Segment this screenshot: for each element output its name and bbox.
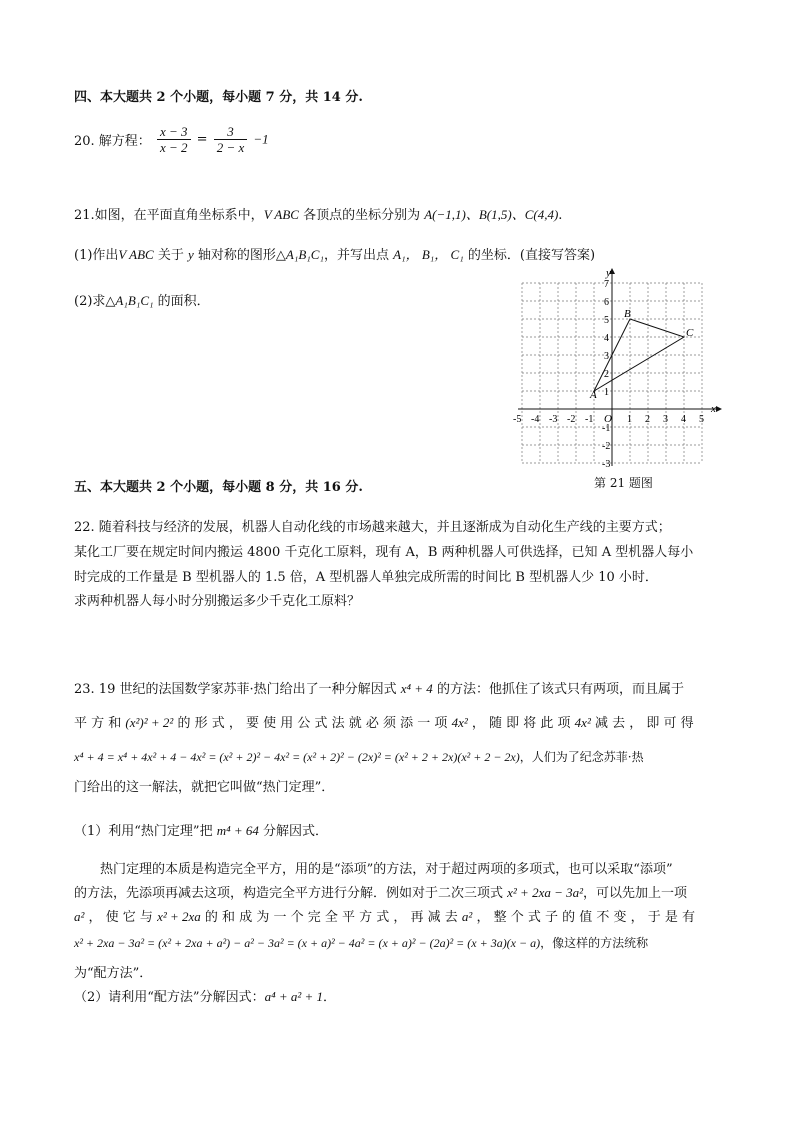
- q22-line-3: 时完成的工作量是 B 型机器人的 1.5 倍，A 型机器人单独完成所需的时间比 B 型机器人少 10 小时．: [74, 570, 658, 585]
- question-21-part-1: [74, 244, 595, 263]
- q23-part1-expr: m⁴ + 64: [216, 823, 259, 838]
- q23-line-2: [74, 712, 694, 731]
- q23-para4-expr: x² + 2xa − 3a² = (x² + 2xa + a²) − a² − 3a² = (x + a)² − 4a² = (x + a)² − (2a)² = (x + 3a)(x − a): [74, 936, 541, 950]
- q23-line2-term-2: 4x²: [574, 715, 591, 730]
- x-tick-label: 3: [663, 414, 668, 425]
- y-tick-label: -3: [602, 459, 611, 470]
- y-tick-labels: [602, 279, 610, 470]
- vertex-label-a: A: [590, 389, 597, 401]
- q23-para3-text: ， 使 它 与: [84, 910, 158, 925]
- section-4-heading: 四、本大题共 2 个小题，每小题 7 分，共 14 分.: [74, 90, 363, 105]
- x-tick-label: 1: [627, 414, 632, 425]
- q21-part1-text: (1)作出: [74, 248, 119, 263]
- q22-line-4: 求两种机器人每小时分别搬运多少千克化工原料？: [74, 594, 361, 609]
- q23-part2-text-2: ．: [323, 990, 337, 1005]
- q23-line2-text: 平 方 和: [74, 716, 126, 731]
- y-tick-label: 3: [604, 351, 609, 362]
- q20-rhs-denominator: 2 − x: [216, 140, 245, 155]
- q21-triangle: V ABC: [263, 207, 299, 222]
- q21-part1-text-5: 的坐标．(直接写答案): [463, 248, 596, 263]
- x-tick-label: 4: [681, 414, 686, 425]
- question-21-part-2: [74, 290, 210, 309]
- q21-part1-text-4: ，并写出点: [324, 248, 394, 263]
- x-tick-label: 2: [645, 414, 650, 425]
- q23-para3-term: a²: [74, 909, 85, 924]
- question-21-stem: [74, 204, 562, 223]
- q21-part2-symbol: △A₁B₁C₁: [105, 293, 154, 308]
- q23-line-1: [74, 678, 684, 697]
- q22-line-2: 某化工厂要在规定时间内搬运 4800 千克化工原料，现有 A，B 两种机器人可供选择，已知 A 型机器人每小: [74, 545, 694, 560]
- q23-part-2: [74, 986, 336, 1005]
- q23-line1-text-2: 的方法：他抓住了该式只有两项，而且属于: [432, 682, 684, 697]
- y-tick-label: 6: [604, 297, 609, 308]
- q23-para4-text: ，像这样的方法统称: [540, 936, 649, 950]
- x-axis-arrow: [716, 406, 722, 412]
- q20-rhs-fraction: [214, 124, 248, 155]
- q21-part1-text-2: 关于: [153, 248, 188, 263]
- q23-para-3: [74, 906, 695, 925]
- y-tick-label: -2: [602, 441, 611, 452]
- y-tick-label: -1: [602, 423, 611, 434]
- q21-part1-symbol: △A₁B₁C₁: [275, 247, 324, 262]
- q23-line2-expr: (x²)² + 2²: [125, 715, 174, 730]
- q23-para3-text-3: ， 整 个 式 子 的 值 不 变 ， 于 是 有: [472, 910, 696, 925]
- q23-para2-text: 的方法，先添项再减去这项，构造完全平方进行分解．例如对于二次三项式: [74, 886, 508, 901]
- q23-para3-term-2: a²: [461, 909, 473, 924]
- q23-line2-term: 4x²: [451, 715, 468, 730]
- q23-para-2: [74, 882, 687, 901]
- q20-lhs-fraction: [157, 124, 191, 155]
- x-tick-label: 5: [699, 414, 704, 425]
- axis-label-y: y: [606, 267, 611, 279]
- q23-para3-text-2: 的 和 成 为 一 个 完 全 平 方 式 ， 再 减 去: [200, 910, 462, 925]
- q20-lhs-numerator: x − 3: [157, 124, 191, 140]
- q23-line-3: [74, 748, 644, 765]
- x-tick-label: -5: [513, 414, 522, 425]
- q23-para2-text-2: ，可以先加上一项: [583, 886, 688, 901]
- q23-line3-text: ，人们为了纪念苏菲·热: [519, 750, 644, 764]
- x-tick-label: -2: [567, 414, 576, 425]
- q23-part2-text: （2）请利用“配方法”分解因式：: [74, 990, 265, 1005]
- q20-lhs-denominator: x − 2: [159, 140, 188, 155]
- q21-part2-text: (2)求: [74, 294, 106, 309]
- q23-part1-text: （1）利用“热门定理”把: [74, 824, 217, 839]
- q22-line-1: 22. 随着科技与经济的发展，机器人自动化线的市场越来越大，并且逐渐成为自动化生产线的主要方式；: [74, 520, 671, 535]
- q21-part2-text-2: 的面积．: [153, 294, 210, 309]
- q23-line3-expr: x⁴ + 4 = x⁴ + 4x² + 4 − 4x² = (x² + 2)² − 4x² = (x² + 2)² − (2x)² = (x² + 2 + 2x)(x² + 2 − 2x): [74, 750, 520, 764]
- q20-rhs-numerator: 3: [214, 124, 248, 140]
- q23-line2-text-2: 的 形 式 ， 要 使 用 公 式 法 就 必 须 添 一 项: [173, 716, 452, 731]
- q20-prefix: 20. 解方程：: [74, 134, 151, 149]
- y-tick-label: 1: [604, 387, 609, 398]
- q21-part1-text-3: 轴对称的图形: [193, 248, 276, 263]
- q23-part1-text-2: 分解因式．: [258, 824, 329, 839]
- q23-line1-expr: x⁴ + 4: [400, 681, 433, 696]
- question-20: 20. 解方程： $\frac{x - 3}{x - 2}$ = $\frac{3}{2 - x}$ −1: [74, 124, 269, 155]
- q21-stem-end: .: [558, 208, 563, 223]
- vertex-label-c: C: [686, 327, 694, 339]
- q23-part-1: [74, 820, 328, 839]
- q23-line1-text: 23. 19 世纪的法国数学家苏菲·热门给出了一种分解因式: [74, 682, 401, 697]
- figure-caption: 第 21 题图: [594, 476, 653, 490]
- q23-para-4: [74, 934, 648, 951]
- q21-stem-text-2: 各顶点的坐标分别为: [298, 208, 425, 223]
- section-5-heading: 五、本大题共 2 个小题，每小题 8 分，共 16 分.: [74, 480, 363, 495]
- y-tick-label: 2: [604, 369, 609, 380]
- q21-part1-y: y: [187, 247, 194, 262]
- q23-line2-text-3: ， 随 即 将 此 项: [467, 716, 575, 731]
- q23-para-5: 为“配方法”．: [74, 966, 153, 981]
- q21-points: A(−1,1)、B(1,5)、C(4,4): [424, 207, 559, 222]
- x-tick-label: -1: [585, 414, 594, 425]
- q23-para3-expr: x² + 2xa: [157, 909, 201, 924]
- origin-label: O: [604, 413, 612, 425]
- q23-line-4: 门给出的这一解法，就把它叫做“热门定理”．: [74, 780, 335, 795]
- axis-label-x: x: [711, 403, 716, 415]
- y-tick-label: 7: [604, 279, 609, 290]
- q20-tail: −1: [253, 131, 269, 147]
- q21-part1-points: A₁， B₁， C₁: [393, 247, 464, 262]
- y-tick-label: 4: [604, 333, 609, 344]
- y-tick-label: 5: [604, 315, 609, 326]
- x-tick-label: -3: [549, 414, 558, 425]
- q23-para-1: 热门定理的本质是构造完全平方，用的是“添项”的方法，对于超过两项的多项式，也可以采取“添项”: [100, 862, 673, 877]
- vertex-label-b: B: [624, 308, 631, 320]
- q21-stem-text: 21.如图，在平面直角坐标系中，: [74, 208, 264, 223]
- x-tick-label: -4: [531, 414, 540, 425]
- q23-part2-expr: a⁴ + a² + 1: [264, 989, 324, 1004]
- q21-part1-triangle: V ABC: [118, 247, 154, 262]
- coordinate-grid-figure: [508, 266, 728, 470]
- q23-para2-expr: x² + 2xa − 3a²: [507, 885, 584, 900]
- q23-line2-text-4: 减 去 ， 即 可 得: [590, 716, 694, 731]
